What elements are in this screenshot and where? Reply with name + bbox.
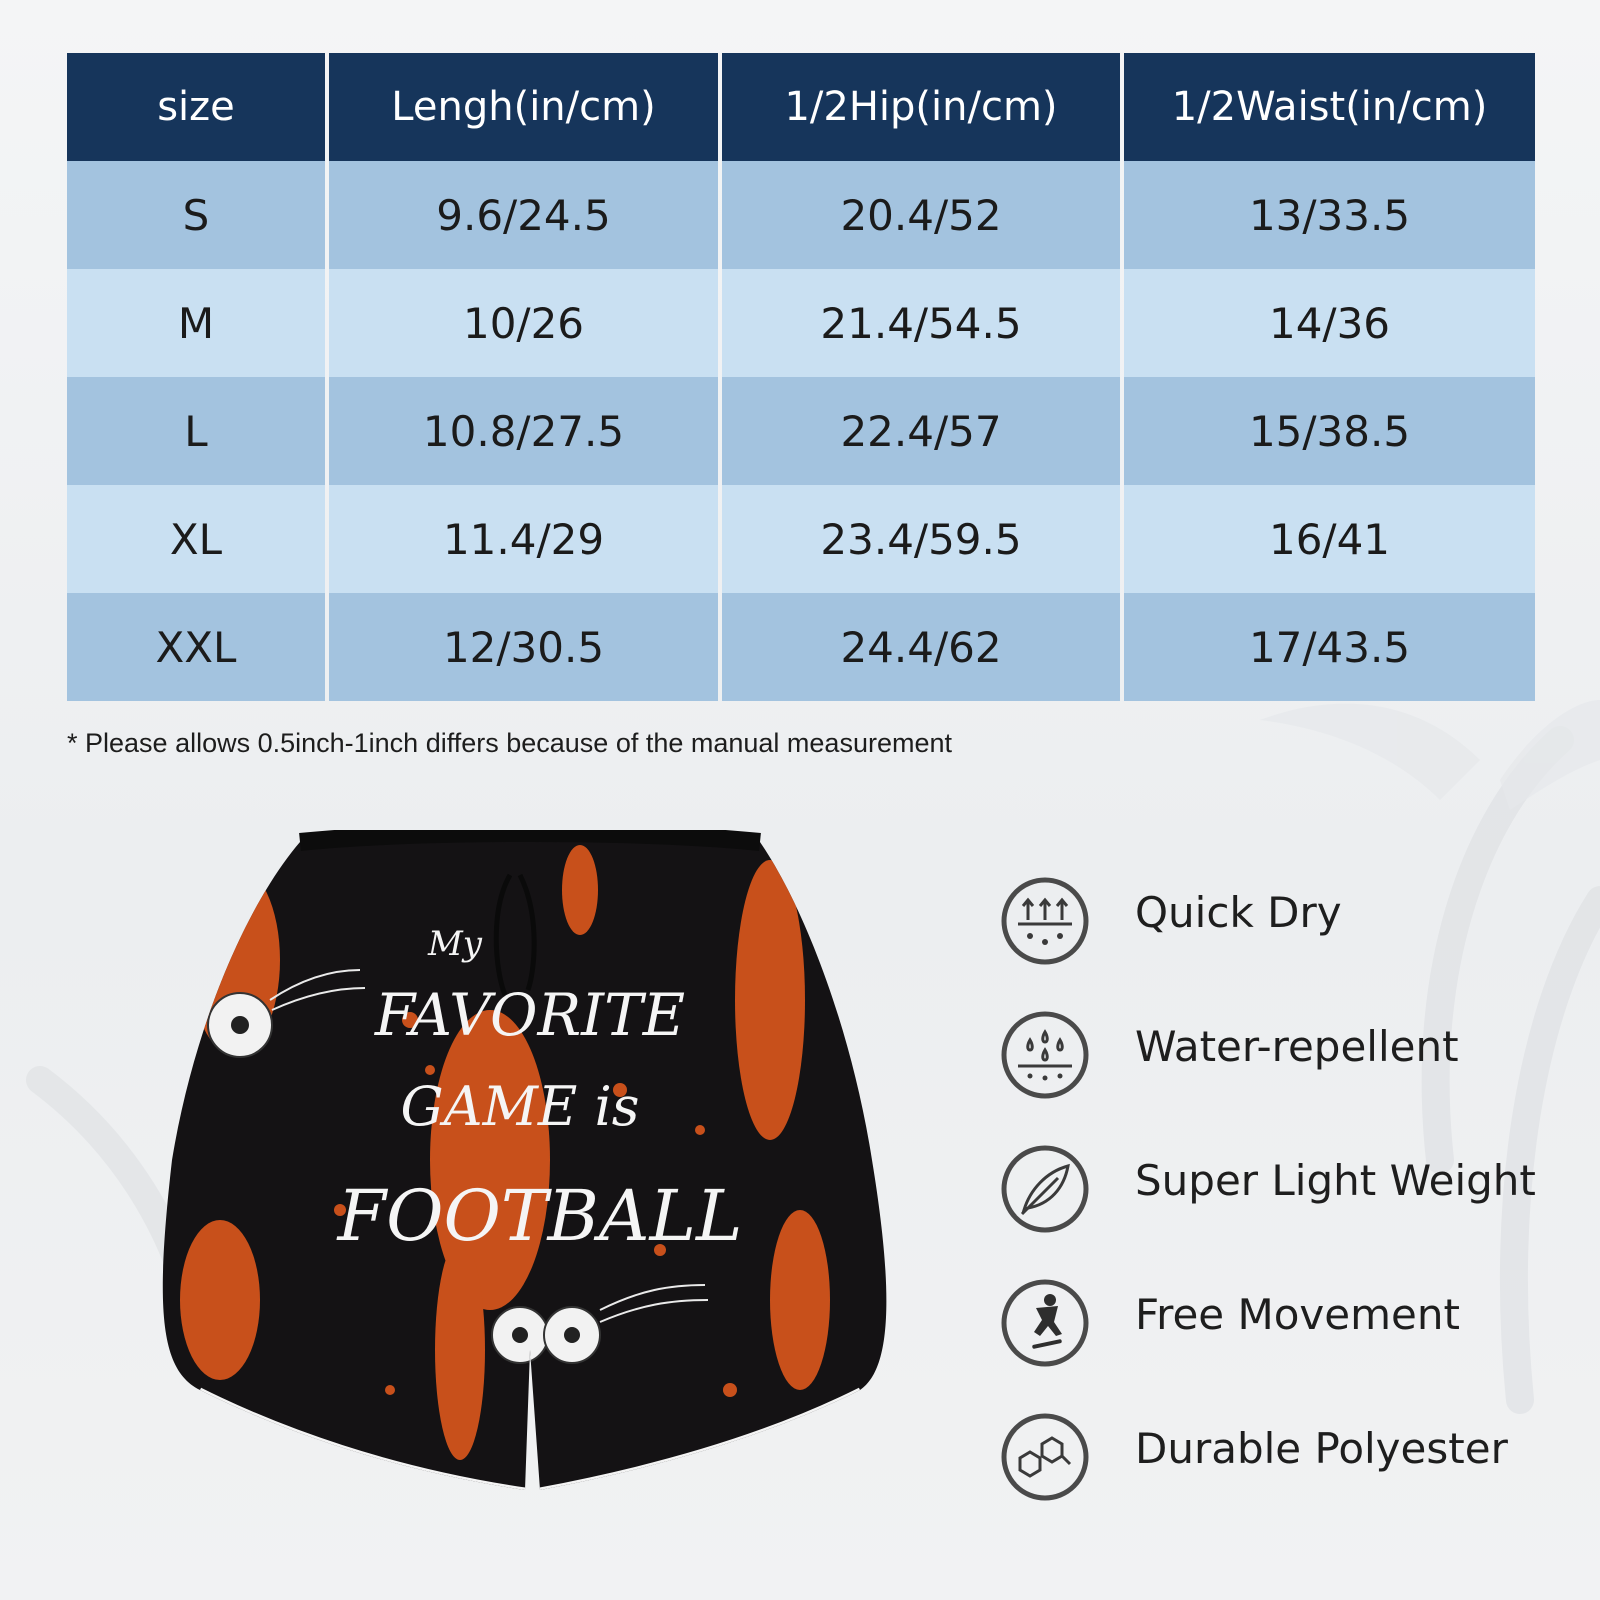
feather-icon <box>1000 1144 1090 1234</box>
print-text-my: My <box>427 924 483 964</box>
feature-label-water-repellent: Water-repellent <box>1135 1022 1459 1071</box>
header-length: Lengh(in/cm) <box>329 53 718 161</box>
size-chart-table <box>67 53 1533 701</box>
table-cell-length: 11.4/29 <box>329 485 718 593</box>
table-cell-waist: 17/43.5 <box>1124 593 1535 701</box>
print-text-favorite: FAVORITE <box>374 981 686 1049</box>
print-text-game-is: GAME is <box>400 1075 640 1138</box>
table-cell-hip: 24.4/62 <box>722 593 1120 701</box>
feature-item <box>1000 1412 1580 1546</box>
table-cell-waist: 15/38.5 <box>1124 377 1535 485</box>
header-size: size <box>67 53 325 161</box>
feature-label-durable-polyester: Durable Polyester <box>1135 1424 1508 1473</box>
print-text-football: FOOTBALL <box>337 1175 743 1257</box>
table-cell-length: 10.8/27.5 <box>329 377 718 485</box>
measurement-note: * Please allows 0.5inch-1inch differs because of the manual measurement <box>67 728 953 758</box>
table-cell-size: M <box>67 269 325 377</box>
table-cell-size: XXL <box>67 593 325 701</box>
table-cell-size: L <box>67 377 325 485</box>
table-cell-length: 10/26 <box>329 269 718 377</box>
table-cell-waist: 16/41 <box>1124 485 1535 593</box>
table-cell-size: S <box>67 161 325 269</box>
table-cell-hip: 23.4/59.5 <box>722 485 1120 593</box>
table-cell-hip: 20.4/52 <box>722 161 1120 269</box>
header-half-waist: 1/2Waist(in/cm) <box>1124 53 1535 161</box>
feature-label-free-movement: Free Movement <box>1135 1290 1460 1339</box>
table-cell-size: XL <box>67 485 325 593</box>
table-cell-waist: 14/36 <box>1124 269 1535 377</box>
table-cell-waist: 13/33.5 <box>1124 161 1535 269</box>
table-cell-hip: 22.4/57 <box>722 377 1120 485</box>
feature-item <box>1000 1278 1580 1412</box>
table-cell-hip: 21.4/54.5 <box>722 269 1120 377</box>
feature-label-quick-dry: Quick Dry <box>1135 888 1342 937</box>
water-repellent-icon <box>1000 1010 1090 1100</box>
feature-item <box>1000 1144 1580 1278</box>
table-cell-length: 12/30.5 <box>329 593 718 701</box>
skater-icon <box>1000 1278 1090 1368</box>
molecule-icon <box>1000 1412 1090 1502</box>
feature-item <box>1000 1010 1580 1144</box>
shorts-product-image <box>160 830 905 1520</box>
feature-label-light-weight: Super Light Weight <box>1135 1156 1536 1205</box>
feature-list <box>1000 876 1580 1546</box>
feature-item <box>1000 876 1580 1010</box>
quick-dry-icon <box>1000 876 1090 966</box>
header-half-hip: 1/2Hip(in/cm) <box>722 53 1120 161</box>
table-cell-length: 9.6/24.5 <box>329 161 718 269</box>
